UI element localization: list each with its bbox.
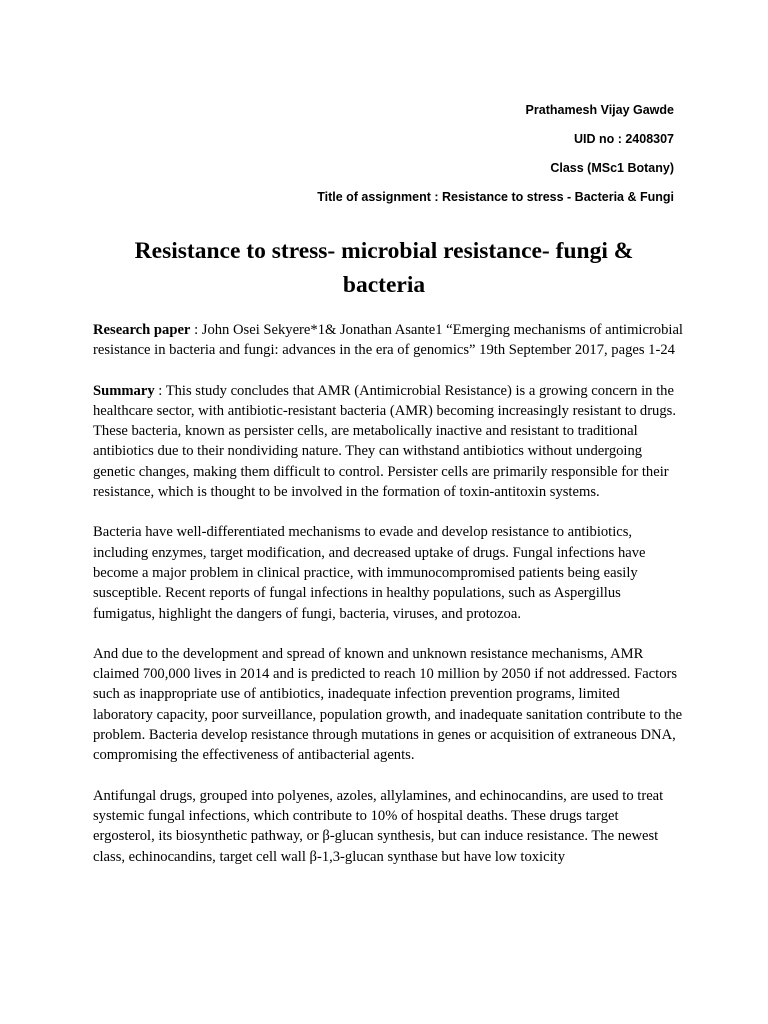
research-paper-label: Research paper <box>93 322 191 338</box>
class-line: Class (MSc1 Botany) <box>550 161 674 175</box>
document-body <box>93 320 683 887</box>
author-header <box>317 96 674 212</box>
document-title: Resistance to stress- microbial resistance- fungi & bacteria <box>134 238 634 298</box>
author-name: Prathamesh Vijay Gawde <box>525 103 674 117</box>
amr-deaths-paragraph: And due to the development and spread of known and unknown resistance mechanisms, AMR claimed 700,000 lives in 2014 and is predicted to reach 10 million by 2050 if not addressed. Factors such as inappropriate use of antibiotics, inadequate infection prevention programs, limited laboratory capacity, poor surveillance, population growth, and inadequate sanitation contribute to the problem. Bacteria develop resistance through mutations in genes or acquisition of extraneous DNA, compromising the effectiveness of antibacterial agents. <box>93 645 683 764</box>
research-paper-text: : John Osei Sekyere*1& Jonathan Asante1 “Emerging mechanisms of antimicrobial resistance in bacteria and fungi: advances in the era of genomics” 19th September 2017, pages 1-24 <box>93 322 683 359</box>
bacteria-mechanisms-paragraph: Bacteria have well-differentiated mechanisms to evade and develop resistance to antibiotics, including enzymes, target modification, and decreased uptake of drugs. Fungal infections have become a major problem in clinical practice, with immunocompromised patients being easily susceptible. Recent reports of fungal infections in healthy populations, such as Aspergillus fumigatus, highlight the dangers of fungi, bacteria, viruses, and protozoa. <box>93 524 646 622</box>
research-paper-paragraph <box>93 320 683 361</box>
uid-line: UID no : 2408307 <box>573 132 674 146</box>
summary-paragraph <box>93 381 683 503</box>
antifungal-drugs-paragraph: Antifungal drugs, grouped into polyenes, azoles, allylamines, and echinocandins, are used to treat systemic fungal infections, which contribute to 10% of hospital deaths. These drugs target ergosterol, its biosynthetic pathway, or β-glucan synthesis, but can induce resistance. The newest class, echinocandins, target cell wall β-1,3-glucan synthase but have low toxicity <box>93 787 664 865</box>
assignment-title-line: Title of assignment : Resistance to stress - Bacteria & Fungi <box>317 190 674 204</box>
summary-text: : This study concludes that AMR (Antimicrobial Resistance) is a growing concern in the healthcare sector, with antibiotic-resistant bacteria (AMR) becoming increasingly resistant to drugs. These bacteria, known as persister cells, are metabolically inactive and resistant to traditional antibiotics due to their nondividing nature. They can withstand antibiotics without undergoing genetic changes, making them difficult to control. Persister cells are primarily responsible for their resistance, which is thought to be involved in the formation of toxin-antitoxin systems. <box>93 382 676 501</box>
summary-label: Summary <box>93 382 155 399</box>
